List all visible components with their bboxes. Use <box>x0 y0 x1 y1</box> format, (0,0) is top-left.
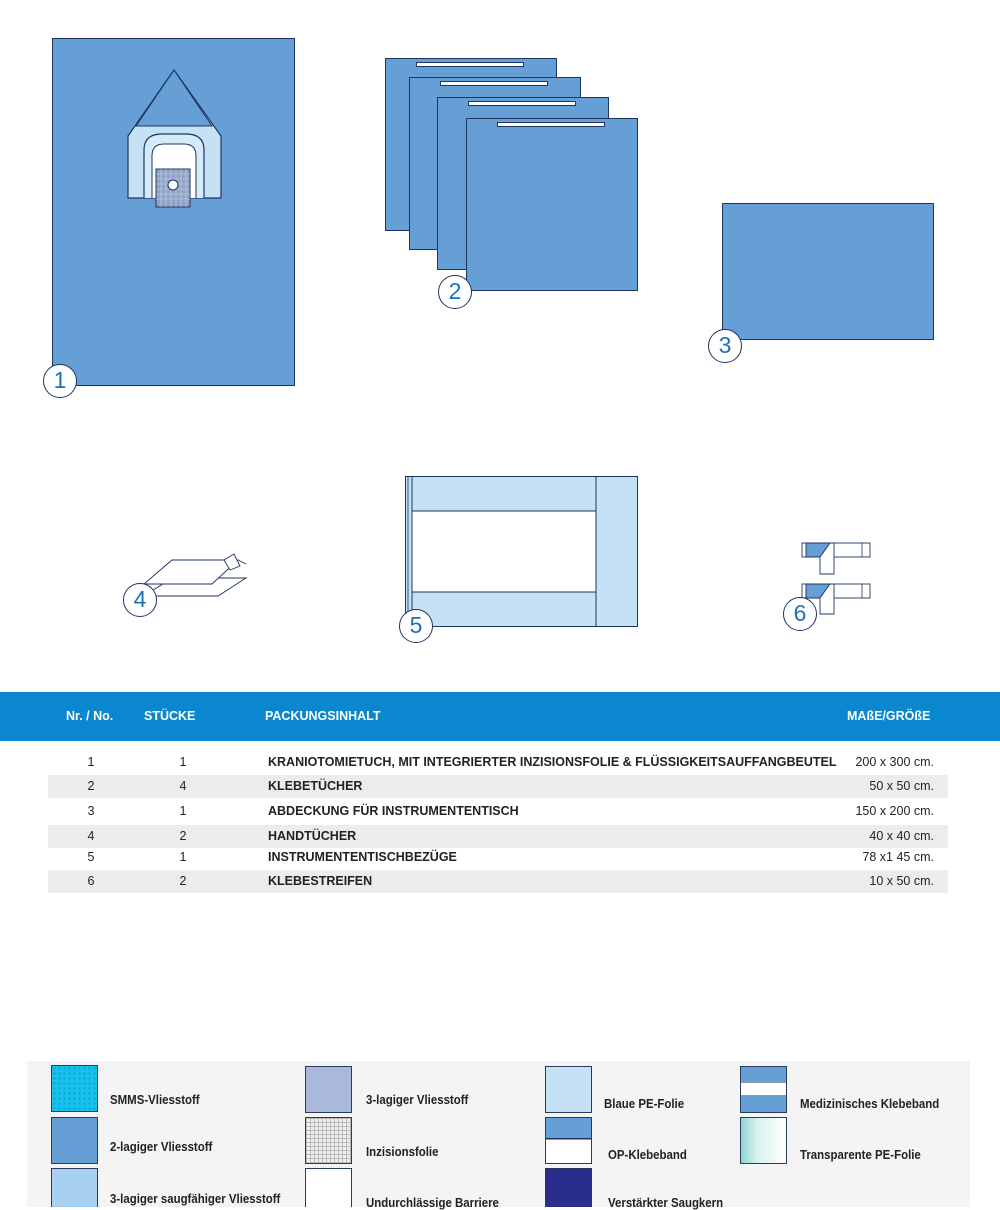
row-desc: ABDECKUNG FÜR INSTRUMENTENTISCH <box>268 804 519 818</box>
row-desc: KRANIOTOMIETUCH, MIT INTEGRIERTER INZISIONSFOLIE & FLÜSSIGKEITSAUFFANGBEUTEL <box>268 755 837 769</box>
smms-swatch-icon <box>51 1065 98 1112</box>
legend-label-blue-pe: Blaue PE-Folie <box>604 1096 685 1111</box>
legend-label-incision-film: Inzisionsfolie <box>366 1144 439 1159</box>
op-tape-swatch-icon <box>545 1117 592 1164</box>
row-nr: 3 <box>87 804 95 818</box>
incision-film-swatch-icon <box>305 1117 352 1164</box>
material-legend <box>27 1061 970 1207</box>
row-qty: 1 <box>179 804 187 818</box>
legend-label-two-layer: 2-lagiger Vliesstoff <box>110 1139 213 1154</box>
item-number-2: 2 <box>438 275 472 309</box>
absorbent-core-swatch-icon <box>545 1168 592 1207</box>
legend-label-smms: SMMS-Vliesstoff <box>110 1092 200 1107</box>
three-layer-swatch-icon <box>305 1066 352 1113</box>
legend-label-absorbent-core: Verstärkter Saugkern <box>608 1195 724 1210</box>
header-inhalt: PACKUNGSINHALT <box>265 709 381 723</box>
medical-tape-swatch-icon <box>740 1066 787 1113</box>
row-qty: 2 <box>179 874 187 888</box>
legend-label-op-tape: OP-Klebeband <box>608 1147 687 1162</box>
row-desc: HANDTÜCHER <box>268 829 357 843</box>
table-row <box>48 846 948 869</box>
item-number-6: 6 <box>783 597 817 631</box>
table-row <box>48 870 948 893</box>
item-number-1: 1 <box>43 364 77 398</box>
row-size: 10 x 50 cm. <box>869 874 934 888</box>
adhesive-drape-4 <box>466 118 638 291</box>
two-layer-swatch-icon <box>51 1117 98 1164</box>
barrier-swatch-icon <box>305 1168 352 1207</box>
row-nr: 6 <box>87 874 95 888</box>
header-nr: Nr. / No. <box>66 709 114 723</box>
craniotomy-drape <box>52 38 295 386</box>
row-nr: 4 <box>87 829 95 843</box>
row-size: 40 x 40 cm. <box>869 829 934 843</box>
table-row <box>48 775 948 798</box>
header-stuecke: STÜCKE <box>144 709 196 723</box>
row-size: 50 x 50 cm. <box>869 779 934 793</box>
row-qty: 1 <box>179 755 187 769</box>
instrument-table-covers-icon <box>405 476 638 628</box>
row-qty: 4 <box>179 779 187 793</box>
item-number-3: 3 <box>708 329 742 363</box>
three-layer-absorbent-swatch-icon <box>51 1168 98 1207</box>
legend-label-medical-tape: Medizinisches Klebeband <box>800 1096 940 1111</box>
row-size: 78 x1 45 cm. <box>862 850 934 864</box>
row-size: 150 x 200 cm. <box>855 804 934 818</box>
legend-label-three-layer: 3-lagiger Vliesstoff <box>366 1092 469 1107</box>
row-desc: KLEBESTREIFEN <box>268 874 373 888</box>
row-nr: 1 <box>87 755 95 769</box>
row-desc: KLEBETÜCHER <box>268 779 363 793</box>
item-number-5: 5 <box>399 609 433 643</box>
table-row <box>48 800 948 823</box>
row-qty: 2 <box>179 829 187 843</box>
transparent-pe-swatch-icon <box>740 1117 787 1164</box>
table-row <box>48 825 948 848</box>
hand-towels-icon <box>140 552 252 602</box>
row-nr: 2 <box>87 779 95 793</box>
item-number-4: 4 <box>123 583 157 617</box>
table-row <box>48 751 948 774</box>
row-qty: 1 <box>179 850 187 864</box>
header-masse: MAßE/GRÖßE <box>847 709 931 723</box>
row-nr: 5 <box>87 850 95 864</box>
instrument-table-cover <box>722 203 934 340</box>
legend-label-barrier: Undurchlässige Barriere <box>366 1195 499 1210</box>
legend-label-transparent-pe: Transparente PE-Folie <box>800 1147 921 1162</box>
legend-label-three-layer-absorbent: 3-lagiger saugfähiger Vliesstoff <box>110 1191 281 1206</box>
row-size: 200 x 300 cm. <box>855 755 934 769</box>
blue-pe-swatch-icon <box>545 1066 592 1113</box>
craniotomy-incision-area-icon <box>126 68 222 208</box>
row-desc: INSTRUMENTENTISCHBEZÜGE <box>268 850 457 864</box>
